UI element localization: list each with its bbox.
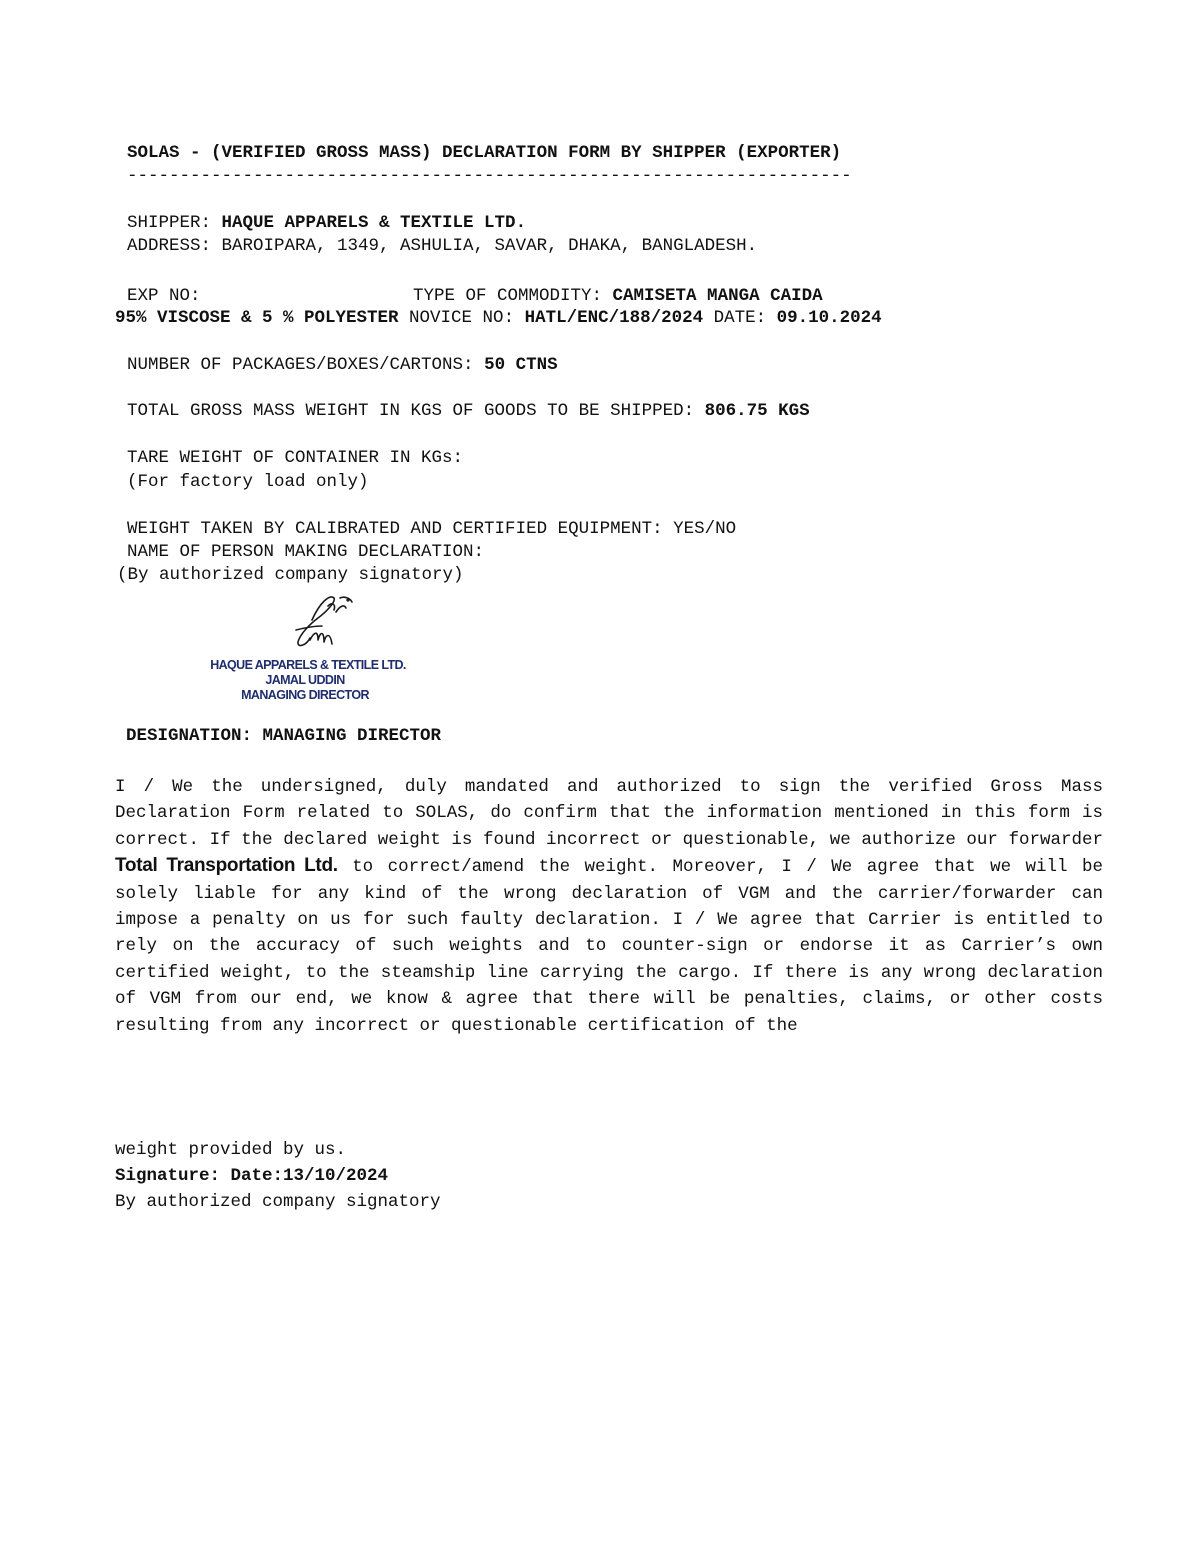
tare-weight-note: (For factory load only) — [127, 472, 369, 492]
address-value: BAROIPARA, 1349, ASHULIA, SAVAR, DHAKA, BANGLADESH. — [221, 236, 758, 256]
commodity-line — [413, 285, 823, 307]
address-label: ADDRESS: — [127, 236, 222, 256]
tare-weight-label: TARE WEIGHT OF CONTAINER IN KGs: — [127, 448, 464, 468]
invoice-line — [115, 307, 882, 329]
handwritten-signature — [270, 590, 470, 660]
forwarder-name: Total Transportation Ltd. — [115, 855, 338, 877]
declaration-text-2: to correct/amend the weight. Moreover, I / We agree that we will be solely liable for any kind of the wrong declaration of VGM and the carrier/forwarder can impose a penalty on us for such faulty declaration. I / We agree that Carrier is entitled to rely on the accuracy of such weights and to counter-sign or endorse it as Carrier’s own certified weight, to the steamship line carrying the cargo. If there is any wrong declaration of VGM from our end, we know & agree that there will be penalties, claims, or other costs resulting from any incorrect or questionable certification of the — [115, 857, 1103, 1036]
packages-value: 50 CTNS — [484, 355, 558, 375]
shipper-label: SHIPPER: — [127, 213, 222, 233]
designation-line — [126, 725, 441, 747]
stamp-name: JAMAL UDDIN — [265, 673, 345, 687]
commodity-value: CAMISETA MANGA CAIDA — [612, 286, 823, 306]
equipment-line: WEIGHT TAKEN BY CALIBRATED AND CERTIFIED EQUIPMENT: YES/NO — [127, 519, 737, 539]
stamp-company: HAQUE APPARELS & TEXTILE LTD. — [210, 658, 406, 672]
declarant-name-label: NAME OF PERSON MAKING DECLARATION: — [127, 542, 485, 562]
declaration-paragraph — [115, 774, 1103, 1039]
composition-value: 95% VISCOSE & 5 % POLYESTER — [115, 308, 399, 328]
gross-mass-line — [127, 400, 810, 422]
signature-stamp — [190, 590, 450, 710]
invoice-label: NOVICE NO: — [398, 308, 525, 328]
designation-value: MANAGING DIRECTOR — [262, 726, 442, 746]
exp-no-label: EXP NO: — [127, 286, 201, 306]
authorized-signatory-line: By authorized company signatory — [115, 1192, 441, 1212]
packages-label: NUMBER OF PACKAGES/BOXES/CARTONS: — [127, 355, 485, 375]
declaration-text-1: I / We the undersigned, duly mandated and authorized to sign the verified Gross Mass Declaration Form related to SOLAS, do confirm that the information mentioned in this form is correct. If the declared weight is found incorrect or questionable, we authorize our forwarder — [115, 777, 1103, 850]
title-underline: --------------------------------------------------------------------- — [127, 166, 852, 186]
shipper-line — [127, 212, 526, 234]
designation-label: DESIGNATION: — [126, 726, 263, 746]
invoice-value: HATL/ENC/188/2024 — [524, 308, 704, 328]
invoice-date-value: 09.10.2024 — [776, 308, 882, 328]
form-title: SOLAS - (VERIFIED GROSS MASS) DECLARATION FORM BY SHIPPER (EXPORTER) — [127, 143, 842, 163]
commodity-label: TYPE OF COMMODITY: — [413, 286, 613, 306]
declarant-note: (By authorized company signatory) — [117, 565, 464, 585]
shipper-name: HAQUE APPARELS & TEXTILE LTD. — [221, 213, 527, 233]
weight-provided-line: weight provided by us. — [115, 1140, 347, 1160]
address-line — [127, 235, 757, 257]
signature-date-line: Signature: Date:13/10/2024 — [115, 1166, 389, 1186]
gross-mass-value: 806.75 KGS — [704, 401, 810, 421]
gross-mass-label: TOTAL GROSS MASS WEIGHT IN KGS OF GOODS TO BE SHIPPED: — [127, 401, 705, 421]
invoice-date-label: DATE: — [703, 308, 777, 328]
packages-line — [127, 354, 558, 376]
stamp-title: MANAGING DIRECTOR — [241, 688, 369, 702]
